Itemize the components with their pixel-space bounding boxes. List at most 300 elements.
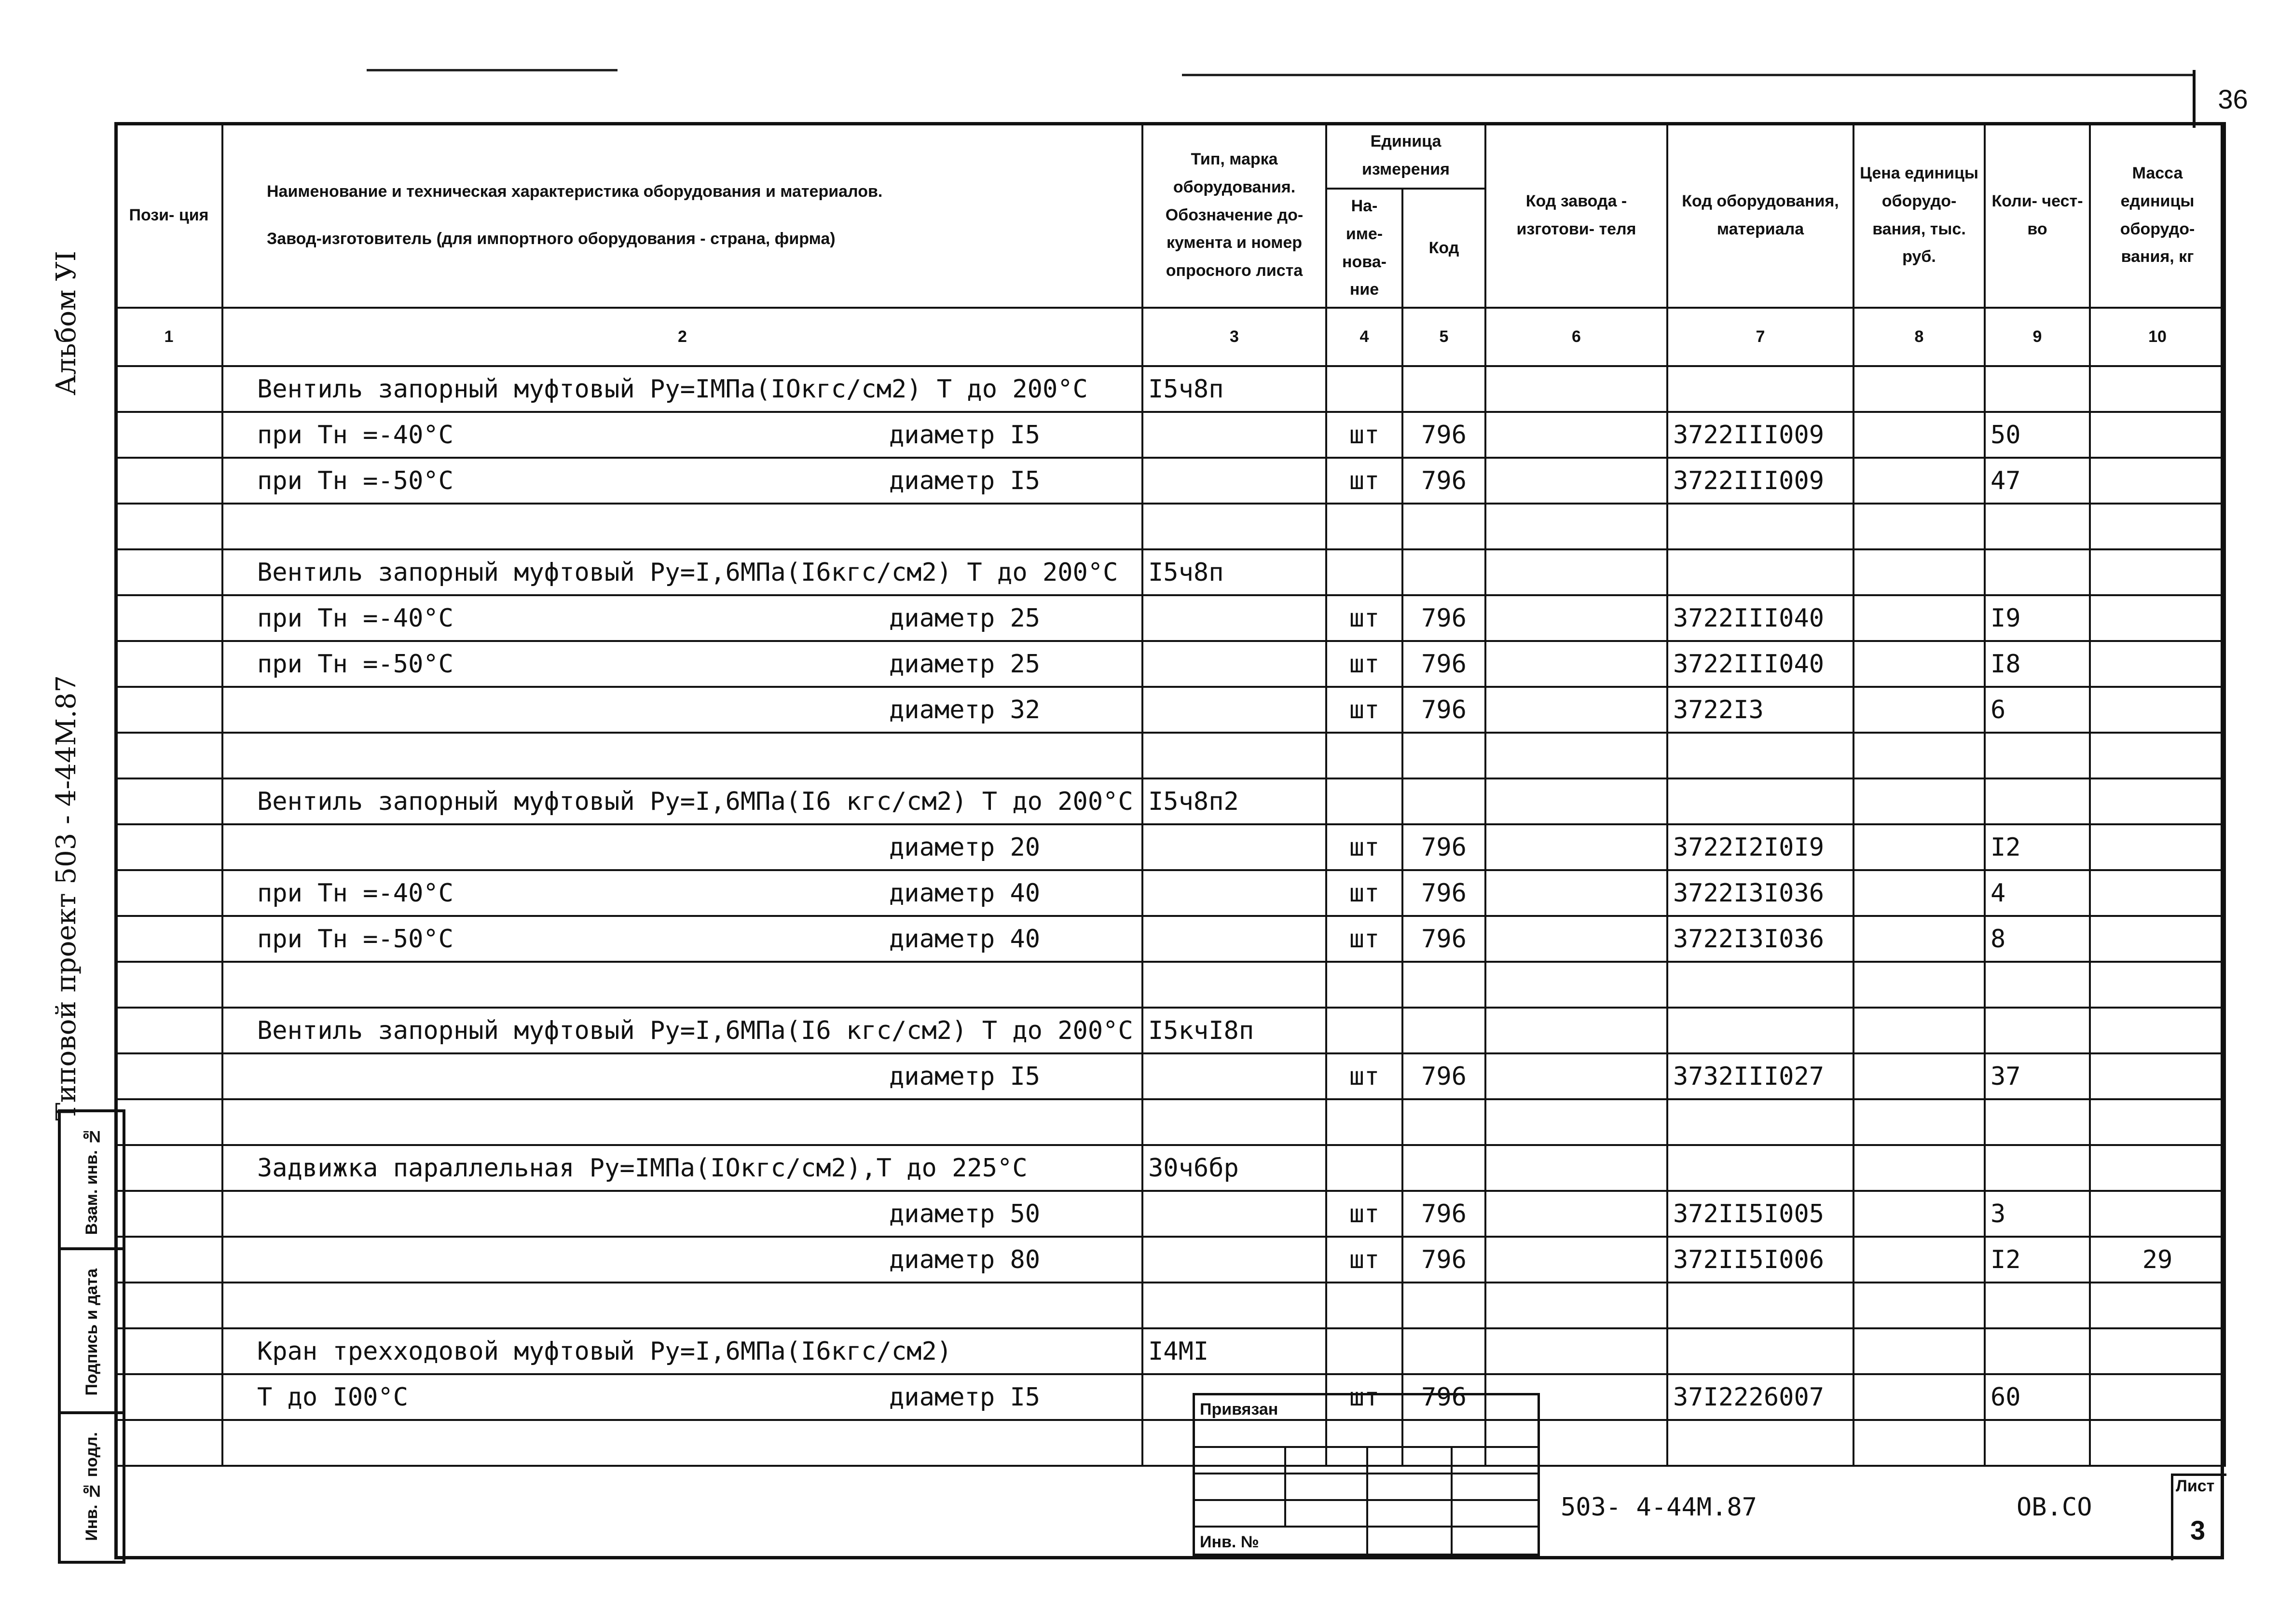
- cell-name: [222, 1008, 1142, 1053]
- cell-factory-code: [1485, 1191, 1667, 1237]
- cell-factory-code: [1485, 778, 1667, 824]
- cell-name: [222, 1237, 1142, 1283]
- cell-unit-code: [1402, 778, 1485, 824]
- cell-material-code: [1667, 366, 1853, 412]
- table-row: [115, 778, 2225, 824]
- cell-name: [222, 962, 1142, 1008]
- cell-mass: [2090, 458, 2225, 504]
- item-diameter: диаметр 25: [889, 649, 1041, 679]
- table-row: [115, 1374, 2225, 1420]
- cell-name: [222, 870, 1142, 916]
- cell-factory-code: [1485, 962, 1667, 1008]
- header-equipment-code: Код оборудования, материала: [1667, 123, 1853, 308]
- cell-type: [1142, 595, 1326, 641]
- cell-quantity: I8: [1985, 641, 2090, 687]
- inv-label: Инв. №: [1200, 1533, 1259, 1551]
- cell-mass: [2090, 824, 2225, 870]
- cell-name: [222, 687, 1142, 733]
- specification-body: [115, 366, 2225, 1466]
- table-row: [115, 458, 2225, 504]
- cell-mass: [2090, 870, 2225, 916]
- header-quantity: Коли- чест- во: [1985, 123, 2090, 308]
- cell-unit-code: 796: [1402, 824, 1485, 870]
- title-block: [1193, 1393, 1540, 1556]
- cell-type: [1142, 458, 1326, 504]
- table-row: [115, 549, 2225, 595]
- cell-price: [1853, 641, 1985, 687]
- table-row: [115, 1008, 2225, 1053]
- item-name: Вентиль запорный муфтовый Ру=I,6МПа(I6кгс/см2) Т до 200°С: [257, 558, 1118, 587]
- cell-unit: шт: [1326, 595, 1402, 641]
- cell-unit-code: 796: [1402, 458, 1485, 504]
- cell-unit: [1326, 733, 1402, 778]
- item-diameter: диаметр I5: [889, 1062, 1041, 1091]
- table-row: [115, 962, 2225, 1008]
- cell-unit-code: 796: [1402, 870, 1485, 916]
- cell-position: [115, 778, 222, 824]
- cell-factory-code: [1485, 595, 1667, 641]
- cell-type: [1142, 870, 1326, 916]
- cell-mass: [2090, 916, 2225, 962]
- cell-material-code: [1667, 1145, 1853, 1191]
- cell-type: 30ч6бр: [1142, 1145, 1326, 1191]
- cell-price: [1853, 778, 1985, 824]
- cell-price: [1853, 366, 1985, 412]
- table-row: [115, 1191, 2225, 1237]
- cell-position: [115, 1374, 222, 1420]
- cell-position: [115, 733, 222, 778]
- cell-name: [222, 1191, 1142, 1237]
- cell-type: [1142, 916, 1326, 962]
- cell-unit: [1326, 1283, 1402, 1328]
- cell-price: [1853, 1420, 1985, 1466]
- cell-quantity: [1985, 366, 2090, 412]
- cell-unit: шт: [1326, 412, 1402, 458]
- cell-unit-code: 796: [1402, 687, 1485, 733]
- cell-unit-code: 796: [1402, 641, 1485, 687]
- cell-price: [1853, 1374, 1985, 1420]
- sheet-number: 36: [2193, 70, 2270, 128]
- cell-type: I5ч8п: [1142, 366, 1326, 412]
- document-suffix: ОВ.СО: [2017, 1493, 2092, 1522]
- cell-quantity: 50: [1985, 412, 2090, 458]
- cell-position: [115, 1328, 222, 1374]
- column-number: 2: [222, 308, 1142, 366]
- cell-unit-code: 796: [1402, 1053, 1485, 1099]
- cell-material-code: [1667, 549, 1853, 595]
- cell-quantity: 37: [1985, 1053, 2090, 1099]
- table-row: [115, 687, 2225, 733]
- cell-position: [115, 1191, 222, 1237]
- cell-factory-code: [1485, 733, 1667, 778]
- cell-unit: [1326, 962, 1402, 1008]
- item-name: Вентиль запорный муфтовый Ру=IМПа(IОкгс/см2) Т до 200°С: [257, 374, 1088, 404]
- cell-factory-code: [1485, 458, 1667, 504]
- cell-unit: [1326, 549, 1402, 595]
- stamp-cell-replace-inv: Взам. инв. №: [61, 1109, 123, 1250]
- cell-mass: [2090, 962, 2225, 1008]
- column-number: 1: [115, 308, 222, 366]
- cell-factory-code: [1485, 1283, 1667, 1328]
- cell-material-code: 3722I3I036: [1667, 870, 1853, 916]
- table-row: [115, 641, 2225, 687]
- cell-unit: шт: [1326, 1237, 1402, 1283]
- cell-position: [115, 641, 222, 687]
- cell-quantity: [1985, 1283, 2090, 1328]
- cell-quantity: I9: [1985, 595, 2090, 641]
- cell-material-code: [1667, 1008, 1853, 1053]
- cell-material-code: 3722I2I0I9: [1667, 824, 1853, 870]
- stamp-cell-signature: Подпись и дата: [61, 1247, 123, 1414]
- table-row: [115, 1053, 2225, 1099]
- cell-factory-code: [1485, 1099, 1667, 1145]
- header-name-line1: Наименование и техническая характеристика оборудования и материалов.: [267, 182, 883, 201]
- cell-unit-code: 796: [1402, 1374, 1485, 1420]
- cell-position: [115, 549, 222, 595]
- cell-material-code: [1667, 962, 1853, 1008]
- cell-unit-code: [1402, 1008, 1485, 1053]
- cell-material-code: [1667, 1283, 1853, 1328]
- cell-material-code: [1667, 778, 1853, 824]
- cell-mass: [2090, 733, 2225, 778]
- cell-unit: [1326, 1328, 1402, 1374]
- header-unit-group: Единица измерения: [1326, 123, 1485, 189]
- cell-quantity: [1985, 778, 2090, 824]
- header-mass: Масса единицы оборудо- вания, кг: [2090, 123, 2225, 308]
- table-row: [115, 1328, 2225, 1374]
- cell-factory-code: [1485, 1237, 1667, 1283]
- cell-material-code: 3722I3I036: [1667, 916, 1853, 962]
- table-row: [115, 1145, 2225, 1191]
- column-number: 8: [1853, 308, 1985, 366]
- item-name: при Тн =-50°С: [257, 466, 453, 495]
- cell-factory-code: [1485, 366, 1667, 412]
- cell-unit-code: [1402, 1283, 1485, 1328]
- cell-type: [1142, 824, 1326, 870]
- cell-material-code: 3722III009: [1667, 458, 1853, 504]
- header-position: Пози- ция: [115, 123, 222, 308]
- specification-table: [114, 122, 2226, 1467]
- cell-name: [222, 595, 1142, 641]
- cell-quantity: [1985, 962, 2090, 1008]
- cell-position: [115, 1099, 222, 1145]
- item-name: при Тн =-40°С: [257, 878, 453, 908]
- cell-price: [1853, 549, 1985, 595]
- cell-unit: шт: [1326, 870, 1402, 916]
- sheet-label: Лист: [2176, 1477, 2215, 1495]
- cell-type: [1142, 641, 1326, 687]
- cell-position: [115, 412, 222, 458]
- cell-quantity: [1985, 1145, 2090, 1191]
- stamp-cell-orig-inv: Инв. № подл.: [61, 1411, 123, 1559]
- cell-position: [115, 504, 222, 549]
- cell-type: [1142, 1283, 1326, 1328]
- cell-name: [222, 778, 1142, 824]
- cell-quantity: 60: [1985, 1374, 2090, 1420]
- cell-price: [1853, 870, 1985, 916]
- item-name: Вентиль запорный муфтовый Ру=I,6МПа(I6 кгс/см2) Т до 200°С: [257, 787, 1133, 816]
- cell-material-code: 372II5I005: [1667, 1191, 1853, 1237]
- item-name: при Тн =-50°С: [257, 649, 453, 679]
- cell-type: I4МI: [1142, 1328, 1326, 1374]
- cell-material-code: 3732III027: [1667, 1053, 1853, 1099]
- cell-position: [115, 458, 222, 504]
- cell-position: [115, 1237, 222, 1283]
- item-diameter: диаметр 25: [889, 603, 1041, 633]
- cell-price: [1853, 1053, 1985, 1099]
- cell-unit-code: [1402, 733, 1485, 778]
- table-row: [115, 1237, 2225, 1283]
- cell-position: [115, 824, 222, 870]
- cell-price: [1853, 412, 1985, 458]
- cell-type: I5ч8п: [1142, 549, 1326, 595]
- cell-name: [222, 1283, 1142, 1328]
- cell-factory-code: [1485, 870, 1667, 916]
- tb-line: [1451, 1446, 1453, 1556]
- cell-unit-code: [1402, 1328, 1485, 1374]
- cell-factory-code: [1485, 1053, 1667, 1099]
- header-unit-code: Код: [1402, 189, 1485, 308]
- cell-price: [1853, 824, 1985, 870]
- document-code: 503- 4-44М.87: [1561, 1493, 1757, 1522]
- project-label: Типовой проект 503 - 4-44М.87: [51, 675, 82, 1121]
- item-name: Т до I00°С: [257, 1382, 409, 1412]
- cell-unit-code: [1402, 366, 1485, 412]
- cell-factory-code: [1485, 549, 1667, 595]
- cell-mass: [2090, 641, 2225, 687]
- cell-unit-code: [1402, 549, 1485, 595]
- table-row: [115, 1099, 2225, 1145]
- header-factory-code: Код завода - изготови- теля: [1485, 123, 1667, 308]
- cell-type: [1142, 733, 1326, 778]
- cell-factory-code: [1485, 641, 1667, 687]
- cell-position: [115, 870, 222, 916]
- cell-mass: [2090, 1328, 2225, 1374]
- cell-factory-code: [1485, 412, 1667, 458]
- cell-factory-code: [1485, 504, 1667, 549]
- cell-unit: шт: [1326, 641, 1402, 687]
- cell-mass: [2090, 778, 2225, 824]
- item-diameter: диаметр 80: [889, 1245, 1041, 1274]
- cell-mass: [2090, 504, 2225, 549]
- column-number: 5: [1402, 308, 1485, 366]
- cell-name: [222, 1145, 1142, 1191]
- cell-factory-code: [1485, 1145, 1667, 1191]
- column-number: 9: [1985, 308, 2090, 366]
- cell-name: [222, 641, 1142, 687]
- cell-quantity: I2: [1985, 1237, 2090, 1283]
- cell-material-code: 3722III040: [1667, 595, 1853, 641]
- cell-unit-code: [1402, 1145, 1485, 1191]
- cell-price: [1853, 1283, 1985, 1328]
- cell-unit-code: 796: [1402, 1191, 1485, 1237]
- item-diameter: диаметр 20: [889, 832, 1041, 862]
- top-line-right: [1182, 74, 2195, 76]
- item-diameter: диаметр I5: [889, 466, 1041, 495]
- column-number: 6: [1485, 308, 1667, 366]
- table-row: [115, 595, 2225, 641]
- cell-mass: [2090, 549, 2225, 595]
- cell-name: [222, 549, 1142, 595]
- cell-material-code: 3722III040: [1667, 641, 1853, 687]
- table-row: [115, 916, 2225, 962]
- cell-factory-code: [1485, 1008, 1667, 1053]
- cell-position: [115, 1145, 222, 1191]
- cell-material-code: 3722III009: [1667, 412, 1853, 458]
- item-diameter: диаметр I5: [889, 420, 1041, 450]
- cell-mass: [2090, 1008, 2225, 1053]
- cell-mass: [2090, 412, 2225, 458]
- cell-material-code: [1667, 1420, 1853, 1466]
- item-name: Вентиль запорный муфтовый Ру=I,6МПа(I6 кгс/см2) Т до 200°С: [257, 1016, 1133, 1045]
- cell-unit: [1326, 1099, 1402, 1145]
- cell-unit: [1326, 778, 1402, 824]
- table-row: [115, 504, 2225, 549]
- cell-quantity: [1985, 504, 2090, 549]
- item-diameter: диаметр 32: [889, 695, 1041, 724]
- cell-price: [1853, 1237, 1985, 1283]
- cell-position: [115, 687, 222, 733]
- cell-unit: шт: [1326, 824, 1402, 870]
- cell-unit-code: [1402, 1099, 1485, 1145]
- item-diameter: диаметр 50: [889, 1199, 1041, 1228]
- cell-price: [1853, 1191, 1985, 1237]
- cell-quantity: [1985, 549, 2090, 595]
- cell-name: [222, 366, 1142, 412]
- cell-name: [222, 412, 1142, 458]
- cell-mass: [2090, 1374, 2225, 1420]
- table-row: [115, 412, 2225, 458]
- cell-mass: [2090, 1099, 2225, 1145]
- cell-price: [1853, 504, 1985, 549]
- cell-material-code: 3722I3: [1667, 687, 1853, 733]
- cell-unit: шт: [1326, 1374, 1402, 1420]
- header-column-numbers: [115, 308, 2225, 366]
- table-row: [115, 733, 2225, 778]
- cell-name: [222, 1099, 1142, 1145]
- cell-material-code: [1667, 504, 1853, 549]
- cell-quantity: 4: [1985, 870, 2090, 916]
- cell-position: [115, 962, 222, 1008]
- item-name: при Тн =-40°С: [257, 603, 453, 633]
- cell-price: [1853, 1008, 1985, 1053]
- cell-unit: [1326, 504, 1402, 549]
- header-price: Цена единицы оборудо- вания, тыс. руб.: [1853, 123, 1985, 308]
- cell-mass: [2090, 1420, 2225, 1466]
- cell-unit: [1326, 366, 1402, 412]
- column-number: 7: [1667, 308, 1853, 366]
- cell-position: [115, 916, 222, 962]
- cell-factory-code: [1485, 1328, 1667, 1374]
- cell-unit: шт: [1326, 1191, 1402, 1237]
- cell-name: [222, 733, 1142, 778]
- header-name-line2: Завод-изготовитель (для импортного оборудования - страна, фирма): [267, 229, 836, 248]
- cell-material-code: [1667, 733, 1853, 778]
- cell-price: [1853, 1328, 1985, 1374]
- cell-type: [1142, 412, 1326, 458]
- column-number: 3: [1142, 308, 1326, 366]
- cell-mass: [2090, 1283, 2225, 1328]
- cell-name: [222, 1420, 1142, 1466]
- tb-line: [1284, 1446, 1286, 1526]
- top-line-left: [367, 69, 618, 71]
- item-diameter: диаметр 40: [889, 878, 1041, 908]
- cell-factory-code: [1485, 824, 1667, 870]
- item-name: Кран трехходовой муфтовый Ру=I,6МПа(I6кгс/см2): [257, 1337, 952, 1366]
- cell-price: [1853, 962, 1985, 1008]
- cell-unit: шт: [1326, 916, 1402, 962]
- cell-type: [1142, 1191, 1326, 1237]
- cell-unit-code: [1402, 504, 1485, 549]
- header-row-top: [115, 123, 2225, 189]
- cell-mass: [2090, 1053, 2225, 1099]
- cell-unit: шт: [1326, 687, 1402, 733]
- cell-quantity: I2: [1985, 824, 2090, 870]
- sheet-value: 3: [2190, 1515, 2206, 1545]
- cell-price: [1853, 1145, 1985, 1191]
- cell-type: [1142, 1099, 1326, 1145]
- cell-mass: 29: [2090, 1237, 2225, 1283]
- cell-name: [222, 458, 1142, 504]
- cell-type: [1142, 1053, 1326, 1099]
- tb-line: [1366, 1446, 1368, 1556]
- table-row: [115, 870, 2225, 916]
- cell-mass: [2090, 1145, 2225, 1191]
- cell-unit: шт: [1326, 458, 1402, 504]
- column-number: 10: [2090, 308, 2225, 366]
- cell-name: [222, 1328, 1142, 1374]
- album-label: Альбом УI: [51, 251, 82, 396]
- cell-factory-code: [1485, 916, 1667, 962]
- cell-quantity: 6: [1985, 687, 2090, 733]
- header-unit-name: На- име- нова- ние: [1326, 189, 1402, 308]
- cell-name: [222, 916, 1142, 962]
- cell-material-code: 372II5I006: [1667, 1237, 1853, 1283]
- cell-price: [1853, 1099, 1985, 1145]
- cell-quantity: 47: [1985, 458, 2090, 504]
- cell-unit-code: 796: [1402, 1237, 1485, 1283]
- cell-name: [222, 1053, 1142, 1099]
- column-number: 4: [1326, 308, 1402, 366]
- cell-position: [115, 595, 222, 641]
- cell-unit: шт: [1326, 1053, 1402, 1099]
- cell-name: [222, 824, 1142, 870]
- cell-position: [115, 1053, 222, 1099]
- cell-type: [1142, 504, 1326, 549]
- cell-unit-code: 796: [1402, 412, 1485, 458]
- cell-factory-code: [1485, 687, 1667, 733]
- cell-type: [1142, 687, 1326, 733]
- cell-quantity: [1985, 1008, 2090, 1053]
- cell-quantity: [1985, 1099, 2090, 1145]
- cell-material-code: [1667, 1099, 1853, 1145]
- cell-unit: [1326, 1008, 1402, 1053]
- cell-price: [1853, 687, 1985, 733]
- cell-quantity: [1985, 1328, 2090, 1374]
- cell-quantity: [1985, 1420, 2090, 1466]
- cell-mass: [2090, 687, 2225, 733]
- item-name: Задвижка параллельная Ру=IМПа(IОкгс/см2),Т до 225°С: [257, 1153, 1028, 1183]
- table-row: [115, 366, 2225, 412]
- cell-type: I5кчI8п: [1142, 1008, 1326, 1053]
- cell-type: I5ч8п2: [1142, 778, 1326, 824]
- cell-price: [1853, 916, 1985, 962]
- cell-unit-code: 796: [1402, 916, 1485, 962]
- item-name: при Тн =-40°С: [257, 420, 453, 450]
- cell-unit-code: [1402, 962, 1485, 1008]
- cell-name: [222, 1374, 1142, 1420]
- cell-price: [1853, 458, 1985, 504]
